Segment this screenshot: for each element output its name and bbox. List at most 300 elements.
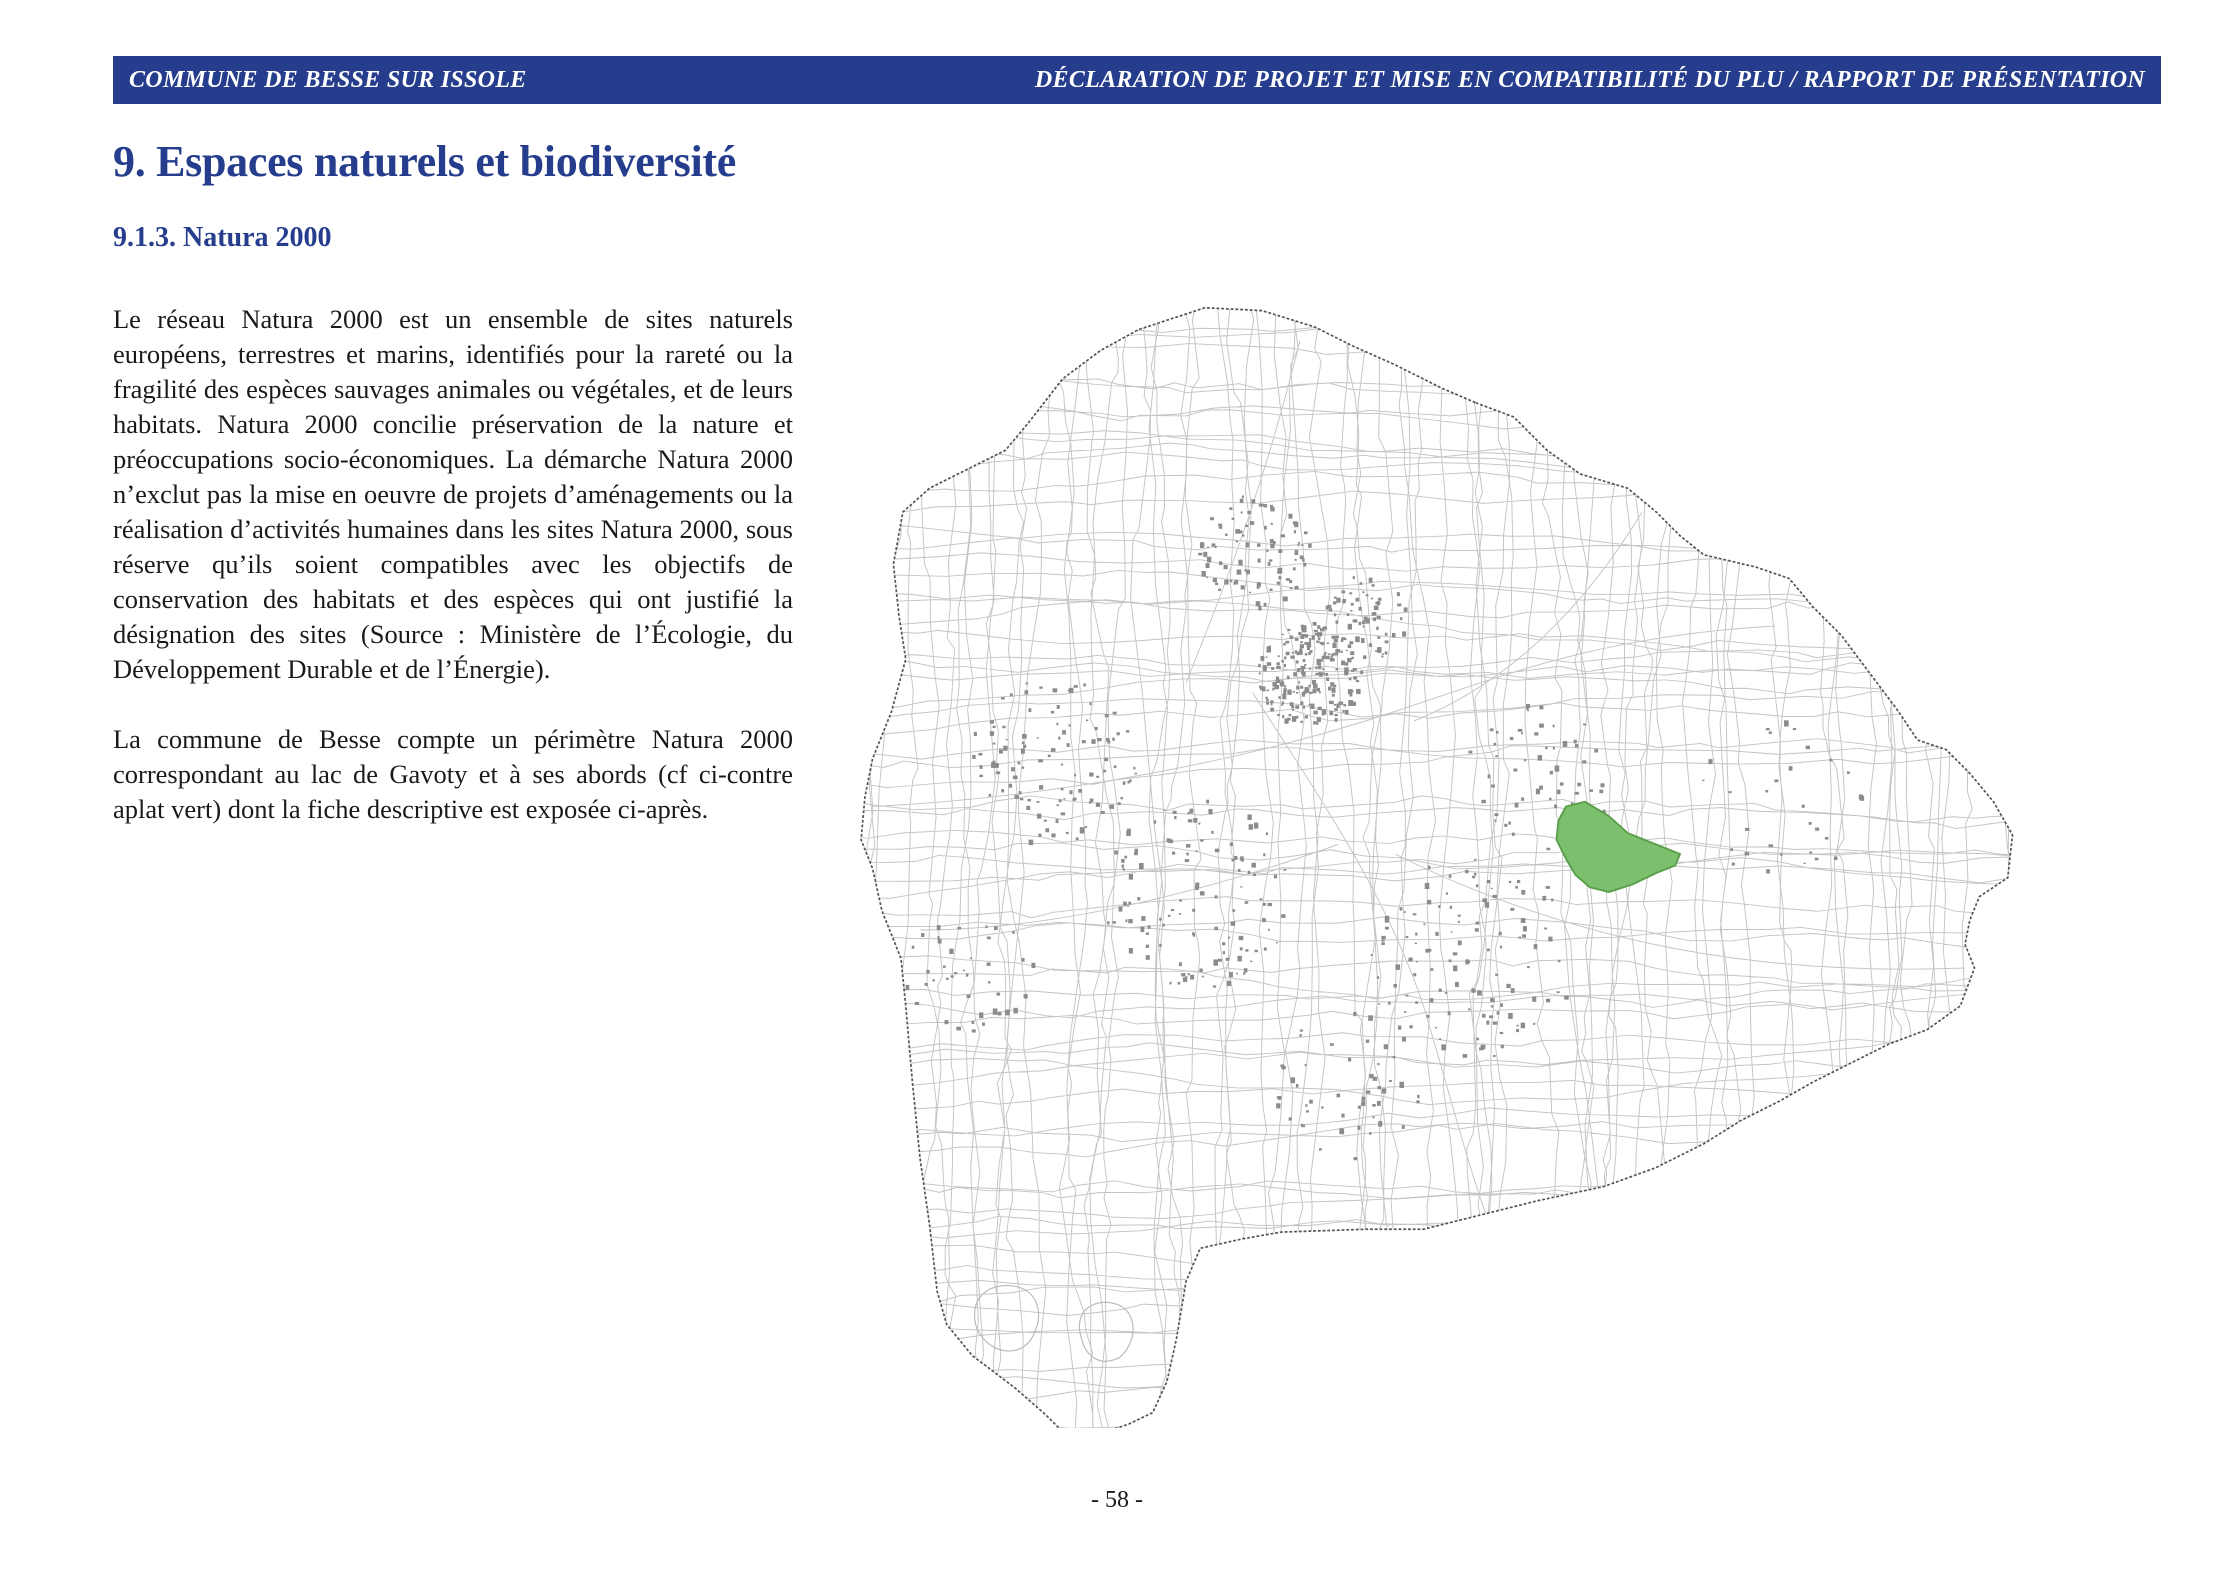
- building: [1154, 820, 1157, 823]
- building: [1186, 844, 1190, 848]
- building: [1341, 660, 1345, 665]
- building: [1376, 627, 1378, 630]
- building: [1236, 973, 1238, 974]
- building: [1168, 915, 1171, 917]
- building: [1475, 928, 1479, 932]
- building: [1012, 931, 1015, 933]
- building: [1344, 638, 1346, 640]
- building: [1125, 919, 1127, 922]
- building: [1282, 715, 1284, 718]
- building: [1523, 926, 1527, 931]
- paragraph-besse-perimeter: La commune de Besse compte un périmètre Natura 2000 correspondant au lac de Gavoty et à ses abords (cf ci-contre aplat vert) dont la fiche descriptive est exposée ci-après.: [113, 724, 793, 824]
- building: [1544, 928, 1547, 930]
- building: [1121, 859, 1125, 863]
- building: [1245, 525, 1248, 527]
- building: [1366, 618, 1370, 623]
- building: [1557, 790, 1561, 795]
- building: [1369, 578, 1373, 583]
- building: [1305, 1064, 1307, 1066]
- building: [1224, 580, 1228, 585]
- building: [1218, 959, 1222, 962]
- building: [1324, 653, 1326, 656]
- building: [993, 726, 996, 728]
- building: [1406, 995, 1409, 997]
- building: [1366, 1090, 1370, 1093]
- building: [1393, 1056, 1396, 1058]
- building: [1806, 746, 1810, 749]
- building: [1315, 633, 1318, 635]
- building: [1305, 653, 1307, 655]
- building: [1235, 529, 1240, 534]
- building: [1397, 592, 1400, 596]
- building: [1336, 636, 1339, 639]
- building: [1362, 591, 1364, 593]
- building: [1241, 511, 1243, 513]
- building: [1295, 638, 1299, 641]
- building: [1546, 999, 1550, 1003]
- building: [1317, 717, 1321, 722]
- building: [1368, 1015, 1373, 1021]
- building: [1308, 544, 1312, 548]
- building: [1351, 690, 1353, 693]
- building: [1179, 899, 1182, 901]
- building: [1284, 664, 1286, 667]
- building: [1022, 742, 1025, 745]
- building: [993, 743, 996, 745]
- building: [1013, 776, 1018, 780]
- building: [1037, 801, 1040, 803]
- building: [1318, 707, 1322, 710]
- building: [1769, 731, 1772, 734]
- building: [1378, 1086, 1381, 1089]
- building: [1129, 874, 1133, 880]
- building: [1199, 968, 1202, 972]
- building: [1173, 811, 1177, 814]
- building: [1309, 641, 1311, 643]
- building: [1283, 596, 1288, 601]
- building: [1267, 646, 1271, 652]
- building: [1504, 824, 1507, 827]
- building: [1551, 899, 1553, 902]
- building: [1375, 650, 1377, 652]
- building: [1340, 650, 1342, 653]
- building: [1141, 916, 1145, 921]
- building: [1345, 710, 1349, 715]
- building: [1349, 678, 1352, 681]
- building: [1363, 655, 1366, 659]
- building: [1582, 760, 1586, 763]
- building: [1847, 771, 1850, 773]
- building: [1378, 1003, 1380, 1004]
- building: [1159, 918, 1161, 921]
- building: [1369, 1132, 1371, 1135]
- building: [1516, 1029, 1519, 1032]
- building: [1780, 853, 1782, 856]
- building: [993, 1008, 998, 1014]
- building: [1201, 571, 1205, 577]
- building: [1510, 908, 1514, 911]
- building: [1353, 619, 1358, 622]
- building: [1497, 1011, 1500, 1014]
- building: [1374, 606, 1379, 611]
- building: [990, 731, 994, 736]
- building: [1594, 749, 1598, 753]
- building: [1206, 577, 1208, 578]
- building: [946, 978, 949, 980]
- building: [1061, 764, 1063, 766]
- building: [1270, 544, 1274, 548]
- building: [1308, 685, 1310, 688]
- building: [1536, 789, 1540, 795]
- building: [1276, 1103, 1280, 1108]
- building: [1377, 1063, 1379, 1065]
- building: [1774, 779, 1778, 782]
- building: [1263, 903, 1266, 906]
- building: [1318, 665, 1321, 669]
- building: [1318, 637, 1320, 640]
- building: [1435, 1027, 1437, 1028]
- building: [1229, 507, 1232, 510]
- building: [1300, 1029, 1303, 1031]
- building: [1362, 1097, 1366, 1101]
- building: [1327, 642, 1329, 644]
- building: [1377, 636, 1380, 638]
- building: [1458, 921, 1460, 923]
- building: [1123, 902, 1127, 906]
- building: [1187, 812, 1189, 814]
- building: [1179, 962, 1182, 966]
- building: [1513, 769, 1517, 772]
- building: [1236, 541, 1238, 543]
- building: [1206, 800, 1209, 804]
- building: [1023, 745, 1026, 748]
- building: [1303, 563, 1306, 567]
- building: [1416, 1100, 1419, 1103]
- building: [1301, 1124, 1303, 1126]
- building: [1045, 828, 1049, 832]
- building: [1492, 895, 1496, 898]
- building: [1271, 703, 1273, 705]
- building: [1286, 652, 1290, 656]
- building: [1290, 636, 1294, 639]
- building: [1211, 831, 1213, 834]
- building: [1404, 911, 1406, 913]
- building: [1193, 934, 1195, 937]
- building: [1348, 700, 1353, 706]
- building: [1296, 686, 1299, 690]
- building: [1332, 636, 1336, 639]
- building: [1205, 563, 1209, 568]
- building: [1247, 814, 1251, 820]
- building: [1263, 853, 1265, 856]
- building: [1395, 964, 1400, 970]
- building: [1257, 582, 1261, 586]
- building: [1334, 639, 1338, 642]
- building: [1020, 798, 1024, 800]
- building: [1294, 550, 1298, 555]
- building: [1317, 659, 1322, 665]
- building: [1017, 762, 1020, 765]
- building: [1278, 576, 1281, 579]
- building: [1516, 1025, 1518, 1027]
- building: [1096, 776, 1099, 778]
- building: [1353, 668, 1357, 671]
- building: [1146, 932, 1149, 934]
- building: [1061, 812, 1065, 815]
- building: [1382, 1088, 1386, 1093]
- building: [1256, 601, 1261, 606]
- building: [1214, 927, 1218, 930]
- building: [1253, 874, 1256, 876]
- building: [1254, 950, 1257, 952]
- building: [1089, 702, 1091, 705]
- building: [970, 958, 972, 960]
- building: [985, 925, 987, 928]
- building: [1350, 610, 1352, 612]
- building: [1104, 758, 1108, 762]
- building: [996, 993, 1000, 996]
- building: [1266, 657, 1268, 658]
- body-text: [113, 302, 793, 862]
- building: [1202, 976, 1204, 978]
- building: [1113, 712, 1117, 715]
- building: [1306, 1110, 1309, 1112]
- building: [1349, 592, 1352, 594]
- building: [1479, 1047, 1484, 1050]
- building: [1271, 667, 1274, 670]
- building: [954, 972, 957, 974]
- building: [1134, 773, 1137, 775]
- building: [1302, 670, 1304, 673]
- building: [1230, 580, 1232, 582]
- building: [1468, 1008, 1470, 1010]
- building: [1278, 696, 1280, 698]
- building: [1449, 875, 1452, 878]
- building: [1508, 821, 1510, 824]
- building: [1268, 929, 1270, 931]
- building: [1400, 907, 1403, 910]
- building: [1451, 931, 1453, 932]
- building: [1322, 656, 1326, 659]
- building: [1096, 803, 1100, 807]
- building: [1245, 542, 1249, 547]
- building: [1068, 724, 1070, 726]
- building: [1245, 901, 1249, 904]
- building: [1428, 866, 1431, 870]
- building: [1068, 690, 1070, 692]
- building: [1272, 688, 1274, 691]
- building: [937, 936, 939, 939]
- building: [1057, 705, 1060, 709]
- building: [1299, 649, 1302, 651]
- building: [1308, 704, 1311, 706]
- building: [1384, 1044, 1388, 1049]
- building: [1521, 732, 1523, 734]
- building: [1413, 973, 1416, 976]
- building: [1408, 960, 1411, 962]
- building: [1080, 827, 1085, 833]
- building: [1515, 886, 1518, 889]
- building: [999, 749, 1003, 753]
- building: [1834, 856, 1838, 860]
- building: [1301, 625, 1304, 627]
- building: [1162, 924, 1164, 927]
- building: [1190, 809, 1194, 814]
- building: [1482, 1014, 1485, 1018]
- building: [1263, 665, 1266, 669]
- building: [1463, 1054, 1468, 1058]
- building: [1359, 607, 1362, 611]
- building: [1039, 687, 1042, 689]
- building: [1494, 743, 1497, 746]
- building: [1402, 1125, 1405, 1129]
- building: [1232, 518, 1234, 520]
- building: [1304, 642, 1308, 645]
- building: [1577, 783, 1581, 787]
- building: [1333, 601, 1336, 604]
- building: [1338, 701, 1343, 705]
- building: [1207, 557, 1211, 563]
- building: [1278, 549, 1282, 553]
- building: [1398, 1025, 1401, 1029]
- building: [1313, 711, 1317, 715]
- building: [1309, 638, 1311, 640]
- building: [994, 926, 998, 930]
- building: [1349, 641, 1353, 644]
- building: [1278, 655, 1280, 657]
- building: [1392, 633, 1396, 638]
- page-title: 9. Espaces naturels et biodiversité: [113, 137, 736, 186]
- building: [1053, 688, 1058, 692]
- building: [1564, 996, 1569, 1000]
- building: [1309, 692, 1313, 694]
- building: [987, 962, 991, 966]
- building: [1404, 1011, 1406, 1013]
- building: [1350, 651, 1354, 655]
- building: [1249, 592, 1251, 594]
- building: [1304, 664, 1306, 666]
- building: [1458, 940, 1462, 945]
- building: [1001, 697, 1005, 699]
- building: [1366, 1040, 1370, 1043]
- building: [1298, 681, 1300, 683]
- building: [1560, 782, 1564, 785]
- building: [1472, 876, 1475, 878]
- building: [1239, 530, 1242, 533]
- building: [1185, 859, 1189, 862]
- header-document-title: DÉCLARATION DE PROJET ET MISE EN COMPATIBILITÉ DU PLU / RAPPORT DE PRÉSENTATION: [1034, 66, 2145, 93]
- building: [1051, 833, 1055, 837]
- building: [1200, 542, 1204, 548]
- building: [1222, 942, 1225, 945]
- building: [1021, 748, 1025, 753]
- building: [1427, 1015, 1430, 1018]
- building: [1425, 949, 1429, 953]
- building: [1226, 958, 1230, 961]
- building: [1765, 790, 1768, 792]
- building: [1089, 801, 1092, 803]
- building: [1534, 944, 1538, 949]
- building: [1555, 765, 1560, 771]
- building: [1290, 656, 1294, 659]
- building: [1270, 589, 1273, 591]
- building: [1274, 875, 1277, 879]
- building: [1487, 949, 1490, 952]
- building: [1229, 972, 1233, 977]
- building: [956, 1027, 961, 1031]
- building: [1038, 834, 1041, 837]
- building: [1258, 664, 1261, 667]
- building: [1248, 871, 1250, 874]
- building: [1510, 737, 1513, 740]
- building: [1493, 1021, 1498, 1024]
- building: [1424, 923, 1426, 925]
- building: [1415, 943, 1417, 945]
- building: [1264, 947, 1267, 950]
- building: [1280, 682, 1284, 686]
- building: [1445, 992, 1448, 994]
- building: [1427, 900, 1431, 905]
- building: [1303, 706, 1305, 709]
- building: [1521, 1023, 1525, 1029]
- building: [1284, 719, 1288, 724]
- building: [1086, 720, 1088, 722]
- building: [1476, 922, 1479, 925]
- building: [1148, 925, 1151, 929]
- building: [1356, 680, 1359, 682]
- building: [1524, 759, 1526, 761]
- building: [1292, 652, 1294, 654]
- building: [972, 755, 976, 759]
- building: [1467, 961, 1470, 963]
- building: [1259, 898, 1262, 900]
- building: [1128, 902, 1131, 905]
- building: [1519, 937, 1522, 939]
- building: [1335, 620, 1338, 623]
- building: [1139, 863, 1144, 869]
- building: [1031, 963, 1035, 968]
- building: [921, 933, 924, 937]
- building: [1240, 499, 1244, 503]
- building: [1553, 747, 1555, 750]
- building: [1295, 716, 1298, 719]
- building: [1330, 658, 1334, 661]
- building: [1517, 880, 1520, 883]
- building: [1804, 863, 1806, 864]
- page-number: - 58 -: [1091, 1487, 1143, 1513]
- building: [1264, 526, 1267, 530]
- building: [1355, 636, 1360, 642]
- building: [1381, 936, 1385, 939]
- building: [1067, 743, 1070, 747]
- building: [1091, 739, 1095, 744]
- building: [1371, 598, 1373, 600]
- building: [1538, 755, 1542, 761]
- building: [980, 766, 983, 769]
- building: [1223, 951, 1225, 954]
- building: [1342, 599, 1346, 603]
- building: [1343, 704, 1346, 706]
- building: [1193, 818, 1197, 823]
- building: [1766, 869, 1770, 873]
- building: [1051, 711, 1054, 713]
- building: [1037, 814, 1041, 819]
- building: [1159, 944, 1161, 947]
- building: [998, 1012, 1002, 1016]
- building: [1025, 690, 1029, 694]
- building: [1192, 909, 1195, 912]
- building: [1186, 853, 1189, 856]
